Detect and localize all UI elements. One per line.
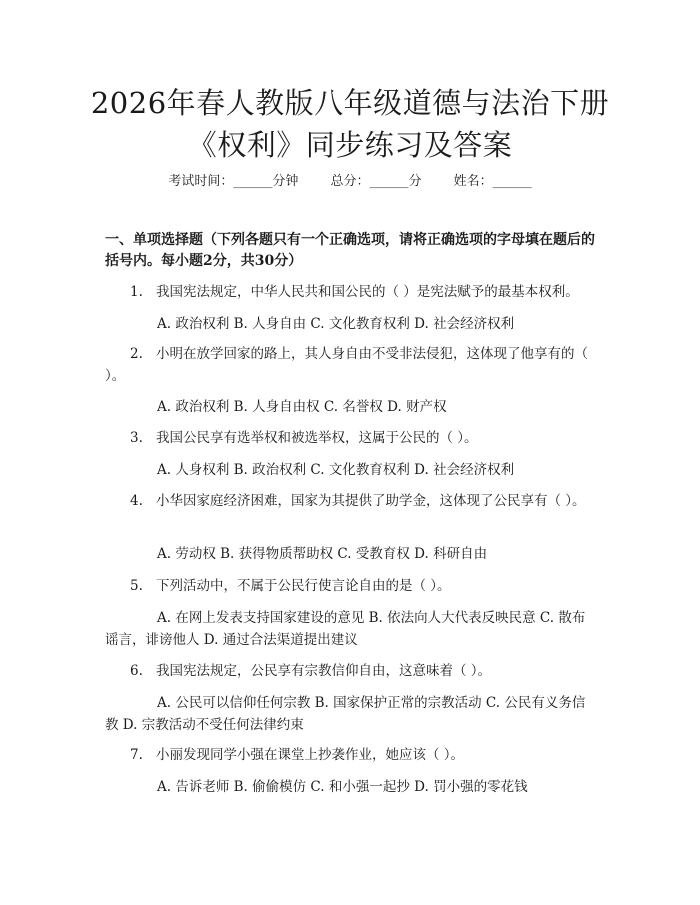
question-number: 3. — [130, 430, 143, 446]
document-title: 2026年春人教版八年级道德与法治下册《权利》同步练习及答案 — [90, 86, 610, 162]
question-number: 7. — [130, 747, 143, 763]
question-7 — [105, 744, 595, 766]
exam-info — [0, 170, 700, 189]
question-number: 4. — [130, 493, 143, 509]
question-3 — [105, 427, 595, 449]
exam-name: 姓名：______ — [453, 174, 532, 189]
question-1-options: A. 政治权利 B. 人身自由 C. 文化教育权利 D. 社会经济权利 — [157, 316, 515, 332]
question-text: 我国公民享有选举权和被选举权，这属于公民的（ ）。 — [156, 430, 478, 446]
question-number: 2. — [130, 346, 143, 362]
question-number: 1. — [130, 284, 143, 300]
question-3-options: A. 人身权利 B. 政治权利 C. 文化教育权利 D. 社会经济权利 — [157, 462, 515, 478]
question-number: 6. — [130, 663, 143, 679]
question-1 — [105, 281, 595, 303]
question-number: 5. — [130, 578, 143, 594]
section-heading: 一、单项选择题（下列各题只有一个正确选项，请将正确选项的字母填在题后的括号内。每小题2分，共30分） — [105, 232, 595, 269]
question-7-options: A. 告诉老师 B. 偷偷模仿 C. 和小强一起抄 D. 罚小强的零花钱 — [157, 779, 528, 795]
question-text: 我国宪法规定，中华人民共和国公民的（ ）是宪法赋予的最基本权利。 — [156, 284, 579, 300]
question-6 — [105, 660, 595, 682]
question-text: 小明在放学回家的路上，其人身自由不受非法侵犯，这体现了他享有的（ ）。 — [105, 346, 588, 384]
question-5-options: A. 在网上发表支持国家建设的意见 B. 依法向人大代表反映民意 C. 散布谣言，诽谤他人 D. 通过合法渠道提出建议 — [105, 610, 586, 648]
question-4-options: A. 劳动权 B. 获得物质帮助权 C. 受教育权 D. 科研自由 — [157, 546, 488, 562]
question-text: 我国宪法规定，公民享有宗教信仰自由，这意味着（ ）。 — [156, 663, 492, 679]
question-text: 小华因家庭经济困难，国家为其提供了助学金，这体现了公民享有（ ）。 — [156, 493, 586, 509]
exam-time: 考试时间：______分钟 — [168, 174, 299, 189]
question-text: 下列活动中，不属于公民行使言论自由的是（ ）。 — [156, 578, 451, 594]
exam-score: 总分：______分 — [330, 174, 422, 189]
question-2-options: A. 政治权利 B. 人身自由权 C. 名誉权 D. 财产权 — [157, 399, 447, 415]
question-text: 小丽发现同学小强在课堂上抄袭作业，她应该（ ）。 — [156, 747, 465, 763]
question-5 — [105, 575, 595, 597]
question-6-options: A. 公民可以信仰任何宗教 B. 国家保护正常的宗教活动 C. 公民有义务信教 D. 宗教活动不受任何法律约束 — [105, 695, 586, 733]
question-2 — [105, 343, 595, 387]
question-4 — [105, 490, 595, 512]
